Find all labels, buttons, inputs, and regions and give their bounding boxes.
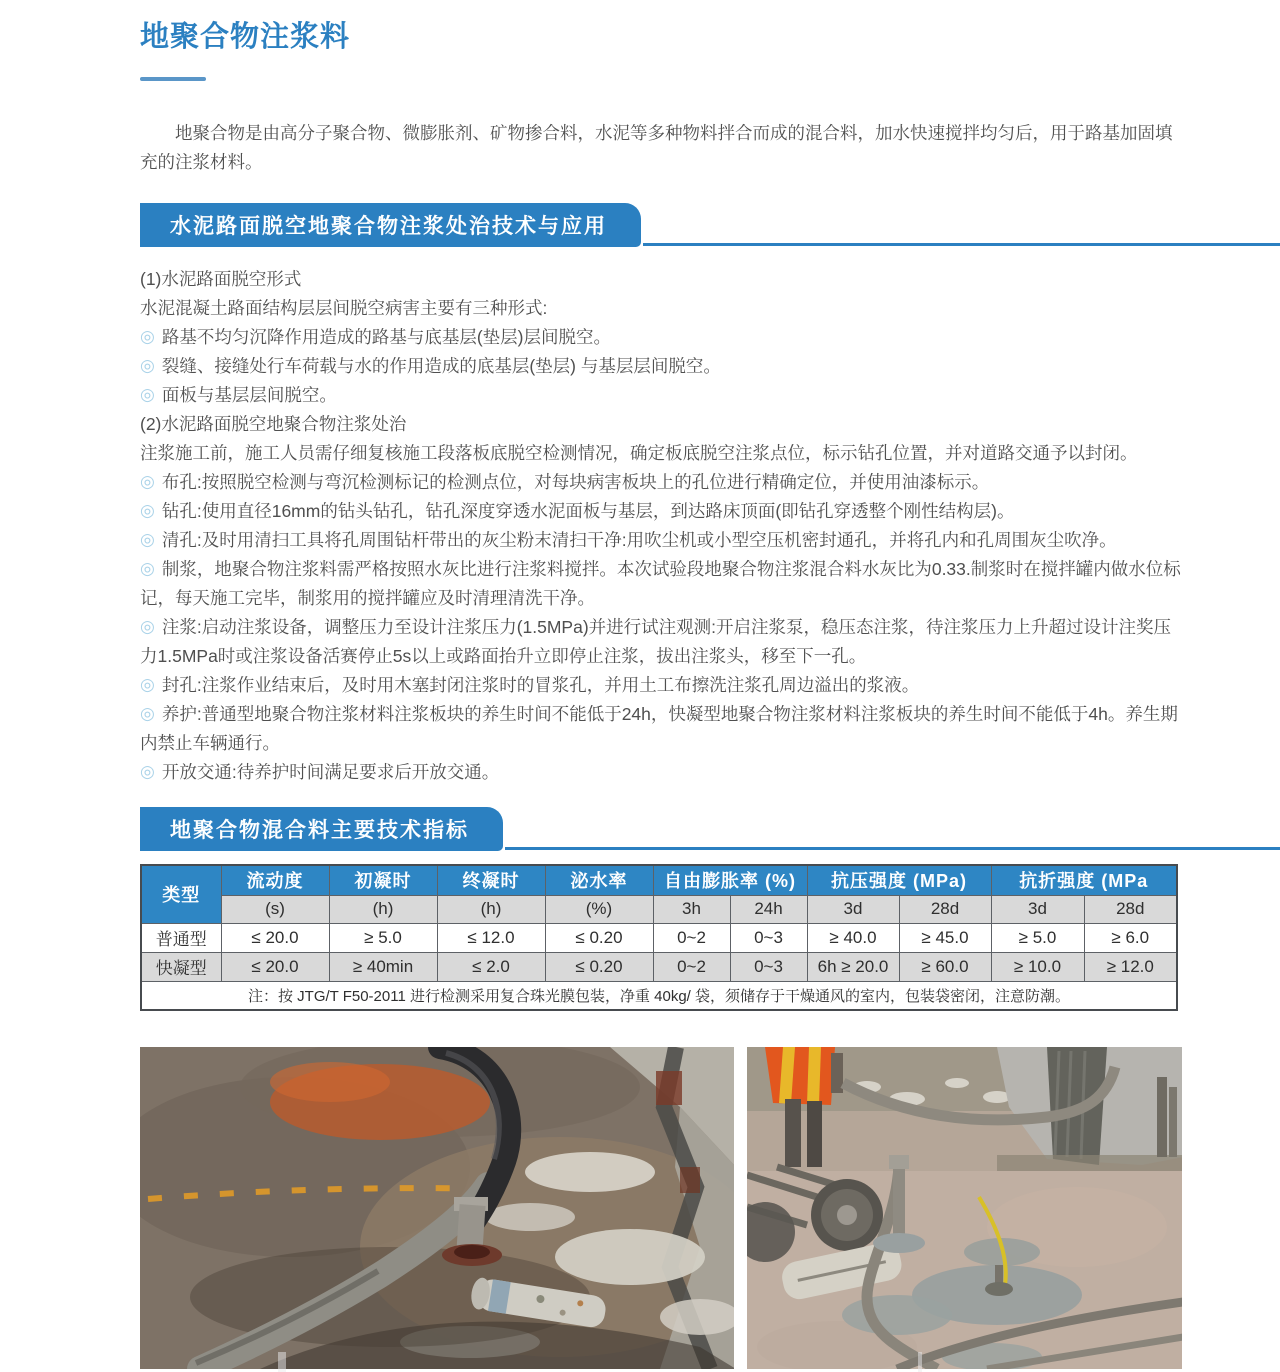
- column-header: 流动度: [221, 865, 329, 895]
- column-group-header: 自由膨胀率 (%): [653, 865, 807, 895]
- paragraph: (2)水泥路面脱空地聚合物注浆处治: [140, 414, 407, 434]
- table-cell: ≤ 0.20: [545, 952, 653, 981]
- table-cell: 6h ≥ 20.0: [807, 952, 899, 981]
- table-cell: ≤ 20.0: [221, 923, 329, 952]
- bullet-icon: ◎: [140, 385, 155, 404]
- section-header-spec: [140, 807, 1280, 851]
- paragraph: (1)水泥路面脱空形式: [140, 269, 302, 289]
- column-header: 终凝时: [437, 865, 545, 895]
- row-label: 普通型: [141, 923, 221, 952]
- table-cell: ≥ 40min: [329, 952, 437, 981]
- bullet-icon: ◎: [140, 472, 155, 491]
- table-cell: ≥ 12.0: [1084, 952, 1177, 981]
- bullet-item: ◎ 面板与基层层间脱空。: [140, 385, 337, 405]
- bullet-icon: ◎: [140, 501, 155, 520]
- column-header: 初凝时: [329, 865, 437, 895]
- photo-grouting-worksite: [747, 1047, 1182, 1369]
- bullet-icon: ◎: [140, 675, 155, 694]
- table-cell: ≤ 2.0: [437, 952, 545, 981]
- table-cell: ≤ 20.0: [221, 952, 329, 981]
- intro-paragraph: 地聚合物是由高分子聚合物、微膨胀剂、矿物掺合料，水泥等多种物料拌合而成的混合料，加水快速搅拌均匀后，用于路基加固填充的注浆材料。: [140, 123, 1173, 172]
- column-group-header: 抗压强度 (MPa): [807, 865, 991, 895]
- bullet-item: ◎ 路基不均匀沉降作用造成的路基与底基层(垫层)层间脱空。: [140, 327, 611, 347]
- scan-artifact: [278, 1352, 286, 1372]
- bullet-item: ◎ 开放交通:待养护时间满足要求后开放交通。: [140, 762, 500, 782]
- table-cell: ≤ 0.20: [545, 923, 653, 952]
- photo-illustration: [747, 1047, 1182, 1369]
- table-cell: 0~2: [653, 952, 730, 981]
- unit-header: 28d: [899, 895, 991, 923]
- table-cell: ≤ 12.0: [437, 923, 545, 952]
- photo-illustration: [140, 1047, 734, 1369]
- table-cell: 0~2: [653, 923, 730, 952]
- bullet-item: ◎ 养护:普通型地聚合物注浆材料注浆板块的养生时间不能低于24h，快凝型地聚合物注浆材料注浆板块的养生时间不能低于4h。养生期内禁止车辆通行。: [140, 704, 1178, 753]
- bullet-item: ◎ 布孔:按照脱空检测与弯沉检测标记的检测点位，对每块病害板块上的孔位进行精确定位，并使用油漆标示。: [140, 472, 990, 492]
- row-label: 快凝型: [141, 952, 221, 981]
- column-group-header: 抗折强度 (MPa: [991, 865, 1177, 895]
- table-note: 注：按 JTG/T F50-2011 进行检测采用复合珠光膜包装，净重 40kg/ 袋，须储存于干燥通风的室内，包装袋密闭，注意防潮。: [141, 981, 1177, 1010]
- spec-table: [140, 864, 1178, 1011]
- table-cell: ≥ 5.0: [991, 923, 1084, 952]
- table-cell: ≥ 40.0: [807, 923, 899, 952]
- column-header: 泌水率: [545, 865, 653, 895]
- title-underline: [140, 77, 206, 81]
- bullet-icon: ◎: [140, 356, 155, 375]
- bullet-icon: ◎: [140, 559, 155, 578]
- bullet-icon: ◎: [140, 704, 155, 723]
- bullet-item: ◎ 钻孔:使用直径16mm的钻头钻孔，钻孔深度穿透水泥面板与基层，到达路床顶面(即钻孔穿透整个刚性结构层)。: [140, 501, 1015, 521]
- section-header-tech: [140, 203, 1280, 247]
- table-cell: ≥ 60.0: [899, 952, 991, 981]
- paragraph: 水泥混凝土路面结构层层间脱空病害主要有三种形式:: [140, 298, 548, 318]
- bullet-item: ◎ 清孔:及时用清扫工具将孔周围钻杆带出的灰尘粉末清扫干净:用吹尘机或小型空压机密封通孔，并将孔内和孔周围灰尘吹净。: [140, 530, 1117, 550]
- bullet-item: ◎ 封孔:注浆作业结束后，及时用木塞封闭注浆时的冒浆孔，并用土工布擦洗注浆孔周边溢出的浆液。: [140, 675, 920, 695]
- bullet-icon: ◎: [140, 327, 155, 346]
- photo-row: [140, 1047, 1182, 1369]
- page-title: 地聚合物注浆料: [140, 21, 351, 53]
- tech-section-body: [140, 265, 1182, 787]
- bullet-icon: ◎: [140, 762, 155, 781]
- unit-header: 3d: [991, 895, 1084, 923]
- bullet-item: ◎ 制浆，地聚合物注浆料需严格按照水灰比进行注浆料搅拌。本次试验段地聚合物注浆混合料水灰比为0.33.制浆时在搅拌罐内做水位标记，每天施工完毕，制浆用的搅拌罐应及时清理清洗干净。: [140, 559, 1181, 608]
- table-row: [141, 923, 1177, 952]
- table-cell: ≥ 6.0: [1084, 923, 1177, 952]
- table-cell: 0~3: [730, 923, 807, 952]
- unit-header: 3h: [653, 895, 730, 923]
- unit-header: (%): [545, 895, 653, 923]
- section-header-spec-label: 地聚合物混合料主要技术指标: [140, 807, 503, 851]
- table-cell: ≥ 45.0: [899, 923, 991, 952]
- unit-header: (s): [221, 895, 329, 923]
- scan-artifact: [918, 1352, 922, 1372]
- table-row: [141, 952, 1177, 981]
- unit-header: 28d: [1084, 895, 1177, 923]
- bullet-item: ◎ 注浆:启动注浆设备，调整压力至设计注浆压力(1.5MPa)并进行试注观测:开启注浆泵，稳压态注浆，待注浆压力上升超过设计注奖压力1.5MPa时或注浆设备活赛停止5s以上或路面抬升立即停止注浆，拔出注浆头，移至下一孔。: [140, 617, 1172, 666]
- bullet-icon: ◎: [140, 530, 155, 549]
- section-header-rule: [505, 847, 1280, 850]
- bullet-item: ◎ 裂缝、接缝处行车荷载与水的作用造成的底基层(垫层) 与基层层间脱空。: [140, 356, 721, 376]
- photo-grouting-hose-nozzle: [140, 1047, 734, 1369]
- bullet-icon: ◎: [140, 617, 155, 636]
- unit-header: (h): [329, 895, 437, 923]
- unit-header: 24h: [730, 895, 807, 923]
- unit-header: 3d: [807, 895, 899, 923]
- section-header-tech-label: 水泥路面脱空地聚合物注浆处治技术与应用: [140, 203, 641, 247]
- table-cell: ≥ 5.0: [329, 923, 437, 952]
- paragraph: 注浆施工前，施工人员需仔细复核施工段落板底脱空检测情况，确定板底脱空注浆点位，标示钻孔位置，并对道路交通予以封闭。: [140, 443, 1138, 463]
- unit-header: (h): [437, 895, 545, 923]
- column-header-type: 类型: [141, 865, 221, 923]
- section-header-rule: [643, 243, 1280, 246]
- table-cell: 0~3: [730, 952, 807, 981]
- table-cell: ≥ 10.0: [991, 952, 1084, 981]
